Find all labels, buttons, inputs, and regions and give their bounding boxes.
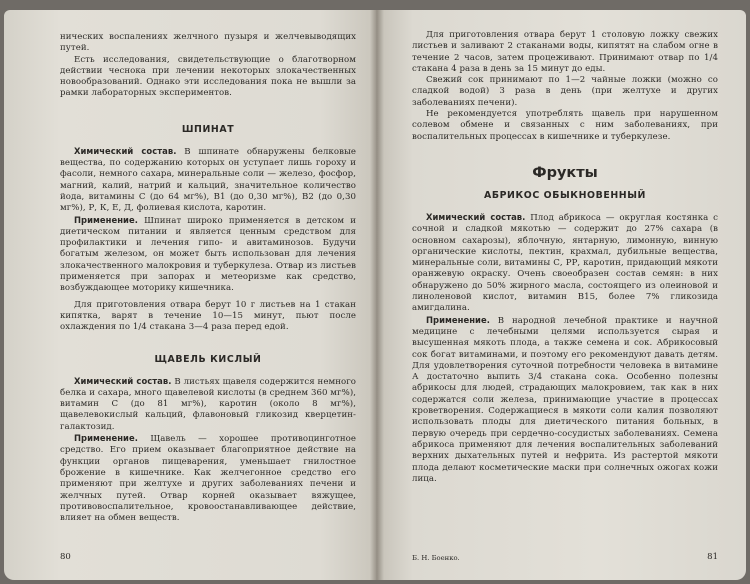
sorrel-usage-text: Щавель — хорошее противоцинготное средство. Его прием оказывает благоприятное действие на функции органов пищеварения, уменьшает гнилостное брожение в кишечнике. Как желчегонное средство его применяют при желтухе и других заболеваниях печени и желчных путей. Отвар корней оказывает вяжущее, противовоспалительное, кровоостанавливающее действие, влияет на обмен веществ. — [60, 434, 356, 524]
apricot-heading: АБРИКОС ОБЫКНОВЕННЫЙ — [483, 189, 646, 201]
left-page — [4, 10, 376, 580]
spinach-preparation: Для приготовления отвара берут 10 г листьев на 1 стакан кипятка, варят в течение 10—15 минут, пьют после охлаждения по 1/4 стакана 3—4 раза перед едой. — [60, 299, 356, 333]
left-page-number: 80 — [60, 552, 71, 562]
sorrel-continued-paragraph-1: Для приготовления отвара берут 1 столовую ложку свежих листьев и заливают 2 стаканами воды, кипятят на слабом огне в течение 2 часов, затем процеживают. Принимают отвар по 1/4 стакана 4 раза в день за 15 минут до еды. — [412, 30, 718, 74]
apricot-usage-label: Применение. — [426, 314, 490, 325]
spinach-composition-label: Химический состав. — [74, 145, 177, 156]
sorrel-usage — [60, 433, 356, 524]
apricot-usage-text: В народной лечебной практике и научной медицине с лечебными целями используется сырая и высушенная мякоть плода, а также семена и сок. Абрикосовый сок богат витаминами, и поэтому его рекомендуют давать детям. Для удовлетворения суточной потребности человека в витамине А достаточно выпить 3/4 стакана сока. Особенно полезны абрикосы для людей, страдающих малокровием, так как в них содержатся соли железа, принимающие участие в процессах кроветворения. Содержащиеся в мякоти соли калия позволяют использовать плоды для диетического питания больных, в первую очередь при сердечно-сосудистых заболеваниях. Семена абрикоса применяют для лечения воспалительных заболеваний верхних дыхательных путей и нефрита. Из растертой мякоти плода делают косметические маски при солнечных ожогах кожи лица. — [412, 315, 718, 484]
sorrel-continued-paragraph-3: Не рекомендуется употреблять щавель при нарушенном солевом обмене и связанных с ним заболеваниях, при воспалительных процессах в кишечнике и туберкулезе. — [412, 109, 718, 142]
sorrel-composition — [60, 376, 356, 433]
spinach-usage-text: Шпинат широко применяется в детском и диетическом питании и является ценным средством для профилактики и лечения гипо- и авитаминозов. Будучи богатым железом, он может быть использован для лечения злокачественного малокровия и туберкулеза. Отвар из листьев применяется при запорах и метеоризме как средство, возбуждающее моторику кишечника. — [60, 215, 356, 294]
intro-paragraph-2: Есть исследования, свидетельствующие о благотворном действии чеснока при лечении некоторых злокачественных новообразований. Однако эти исследования пока не вышли за рамки лабораторных экспериментов. — [60, 54, 356, 99]
sorrel-composition-label: Химический состав. — [74, 375, 172, 386]
apricot-composition — [412, 212, 718, 315]
intro-paragraph-1: ническиx воспалениях желчного пузыря и желчевыводящих путей. — [60, 32, 356, 54]
apricot-composition-text: Плод абрикоса — округлая костянка с сочной и сладкой мякотью — содержит до 27% сахара (в основном сахарозы), яблочную, янтарную, лимонную, винную органические кислоты, пектин, крахмал, дубильные вещества, минеральные соли, витамины С, РР, каротин, придающий мякоти оранжевую окраску. Очень своеобразен состав семян: в них обнаружено до 50% жирного масла, состоящего из олеиновой и линоленовой кислот, витамин B15, более 7% гликозида амигдалина. — [412, 212, 718, 314]
apricot-composition-label: Химический состав. — [426, 211, 526, 222]
footer-author: Б. Н. Боенко. — [412, 554, 460, 562]
spinach-usage-label: Применение. — [74, 214, 138, 225]
sorrel-composition-text: В листьях щавеля содержится немного белка и сахара, много щавелевой кислоты (в среднем 360 мг%), витамин С (до 81 мг%), каротин (около 8 мг%), щавелевокислый кальций, флавоновый гликозид кверцетин-галактозид. — [60, 376, 356, 432]
sorrel-continued-paragraph-2: Свежий сок принимают по 1—2 чайные ложки (можно со сладкой водой) 3 раза в день (при желтухе и других заболеваниях печени). — [412, 75, 718, 108]
spinach-heading: ШПИНАТ — [181, 123, 235, 135]
fruits-section-heading: Фрукты — [532, 164, 598, 181]
right-page-number: 81 — [707, 552, 718, 562]
spinach-composition-text: В шпинате обнаружены белковые вещества, по содержанию которых он уступает лишь гороху и фасоли, немного сахара, минеральные соли — железо, фосфор, магний, калий, натрий и кальций, значительное количество йода, витамины С (до 64 мг%), B1 (до 0,30 мг%), B2 (до 0,30 мг%), Р, К, Е, Д, фолиевая кислота, каротин. — [60, 146, 356, 214]
sorrel-usage-label: Применение. — [74, 433, 138, 444]
spinach-usage — [60, 215, 356, 295]
apricot-usage — [412, 315, 718, 485]
sorrel-heading: ЩАВЕЛЬ КИСЛЫЙ — [154, 353, 262, 365]
book-gutter — [370, 10, 384, 580]
right-page — [376, 10, 746, 580]
spinach-composition — [60, 146, 356, 215]
